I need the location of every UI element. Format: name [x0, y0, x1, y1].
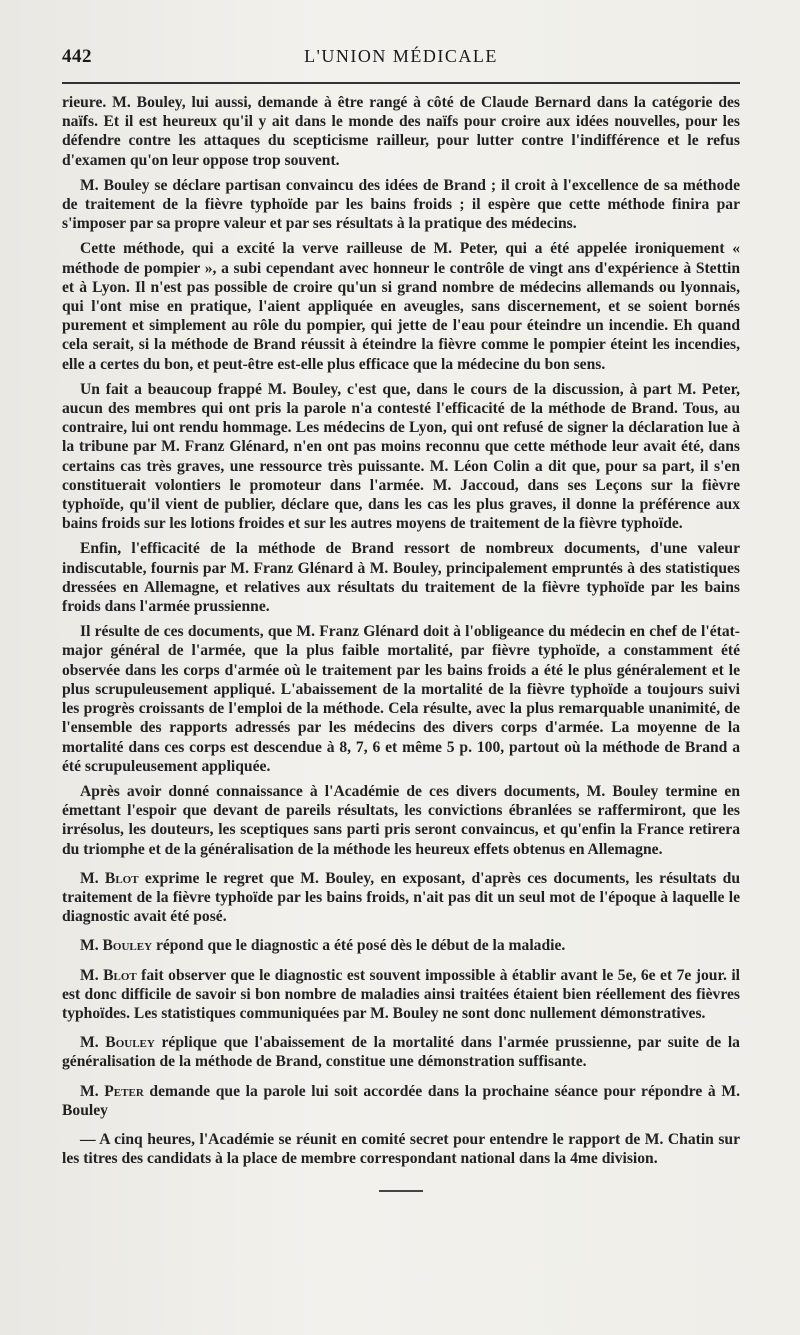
speaker-name: M. Bouley	[80, 937, 153, 955]
paragraph: Un fait a beaucoup frappé M. Bouley, c'est que, dans le cours de la discussion, à part M. Peter, aucun des membres qui ont pris la parole n'a contesté l'efficacité de la méthode de Brand. Tous, au contraire, lui ont rendu hommage. Les médecins de Lyon, qui ont refusé de signer la déclaration lue à la tribune par M. Franz Glénard, n'en ont pas moins reconnu que cette méthode leur avait été, dans certains cas très graves, une ressource très puissante. M. Léon Colin a dit que, pour sa part, il s'en constituerait volontiers le promoteur dans l'armée. M. Jaccoud, dans ses Leçons sur la fièvre typhoïde, qu'il vient de publier, déclare que, dans les cas les plus graves, il donne la préférence aux bains froids sur les lotions froides et sur les autres moyens de traitement de la fièvre typhoïde.	[62, 380, 740, 533]
paragraph: Il résulte de ces documents, que M. Franz Glénard doit à l'obligeance du médecin en chef de l'état-major général de l'armée, que la plus faible mortalité, par fièvre typhoïde, a constamment été observée dans les corps d'armée où le traitement par les bains froids a été le plus généralement et le plus scrupuleusement appliqué. L'abaissement de la mortalité de la fièvre typhoïde a toujours suivi les progrès croissants de l'emploi de la méthode. Cela résulte, avec la plus remarquable unanimité, de l'ensemble des rapports adressés par les médecins des divers corps d'armée. La moyenne de la mortalité dans ces corps est descendue à 8, 7, 6 et même 5 p. 100, partout où la méthode de Brand a été scrupuleusement appliquée.	[62, 623, 740, 775]
paragraph-text: fait observer que le diagnostic est souvent impossible à établir avant le 5e, 6e et 7e jour. il est donc difficile de savoir si bon nombre de maladies ainsi traitées étaient bien réellement des fièvres typhoïdes. Les statistiques communiquées par M. Bouley ne sont donc nullement démonstratives.	[62, 966, 740, 1022]
paragraph	[62, 936, 740, 955]
paragraph	[62, 1033, 740, 1071]
paragraph-text: réplique que l'abaissement de la mortalité dans l'armée prussienne, par suite de la généralisation de la méthode de Brand, constitue une démonstration suffisante.	[62, 1034, 740, 1071]
paragraph: Cette méthode, qui a excité la verve railleuse de M. Peter, qui a été appelée ironiquement « méthode de pompier », a subi cependant avec honneur le contrôle de vingt ans d'expérience à Stettin et à Lyon. Il n'est pas possible de croire qu'un si grand nombre de médecins allemands ou lyonnais, qui l'ont mise en pratique, l'aient appliquée en aveugles, sans discernement, et se soient bornés purement et simplement au rôle du pompier, qui jette de l'eau pour éteindre un incendie. Eh quand cela serait, si la méthode de Brand réussit à éteindre la fièvre comme le pompier éteint les incendies, elle a certes du bon, et peut-être est-elle plus efficace que la médecine du bon sens.	[62, 240, 740, 373]
speaker-name: M. Bouley	[80, 1034, 155, 1052]
paragraph: M. Bouley se déclare partisan convaincu des idées de Brand ; il croit à l'excellence de sa méthode de traitement de la fièvre typhoïde par les bains froids ; il espère que cette méthode finira par s'imposer par sa propre valeur et par ses résultats à la pratique des médecins.	[62, 176, 740, 233]
article-body	[62, 93, 740, 1168]
paragraph: Après avoir donné connaissance à l'Académie de ces divers documents, M. Bouley termine en émettant l'espoir que devant de pareils résultats, les convictions ébranlées se raffermiront, que les irrésolus, les douteurs, les sceptiques sans parti pris seront convaincus, et qu'enfin la France retirera du triomphe et de la généralisation de la méthode les heureux effets obtenus en Allemagne.	[62, 782, 740, 858]
paragraph: Enfin, l'efficacité de la méthode de Brand ressort de nombreux documents, d'une valeur indiscutable, fournis par M. Franz Glénard à M. Bouley, principalement empruntés à des statistiques dressées en Allemagne, et relatives aux résultats du traitement de la fièvre typhoïde par les bains froids dans l'armée prussienne.	[62, 540, 740, 616]
page-header	[62, 44, 740, 74]
paragraph-text: répond que le diagnostic a été posé dès le début de la maladie.	[152, 937, 566, 955]
paragraph	[62, 1082, 740, 1120]
speaker-name: M. Peter	[80, 1082, 144, 1100]
page-number: 442	[62, 46, 92, 67]
speaker-name: M. Blot	[80, 966, 137, 984]
paragraph: rieure. M. Bouley, lui aussi, demande à être rangé à côté de Claude Bernard dans la catégorie des naïfs. Et il est heureux qu'il y ait dans le monde des naïfs pour croire aux idées nouvelles, pour les défendre contre les attaques du scepticisme railleur, pour lutter contre l'indifférence et le refus d'examen qu'on leur oppose trop souvent.	[62, 94, 740, 169]
paragraph	[62, 966, 740, 1024]
paragraph-text: demande que la parole lui soit accordée dans la prochaine séance pour répondre à M. Bouley	[62, 1082, 740, 1119]
speaker-name: M. Blot	[80, 869, 139, 887]
paragraph	[62, 869, 740, 927]
paragraph-text: exprime le regret que M. Bouley, en exposant, d'après ces documents, les résultats du traitement de la fièvre typhoïde par les bains froids, n'ait pas dit un seul mot de l'époque à laquelle le diagnostic avait été posé.	[62, 869, 740, 926]
paragraph: — A cinq heures, l'Académie se réunit en comité secret pour entendre le rapport de M. Chatin sur les titres des candidats à la place de membre correspondant national dans la 4me division.	[62, 1130, 740, 1168]
running-title: L'UNION MÉDICALE	[304, 46, 498, 66]
header-rule	[62, 82, 740, 84]
section-end-rule	[379, 1190, 423, 1192]
